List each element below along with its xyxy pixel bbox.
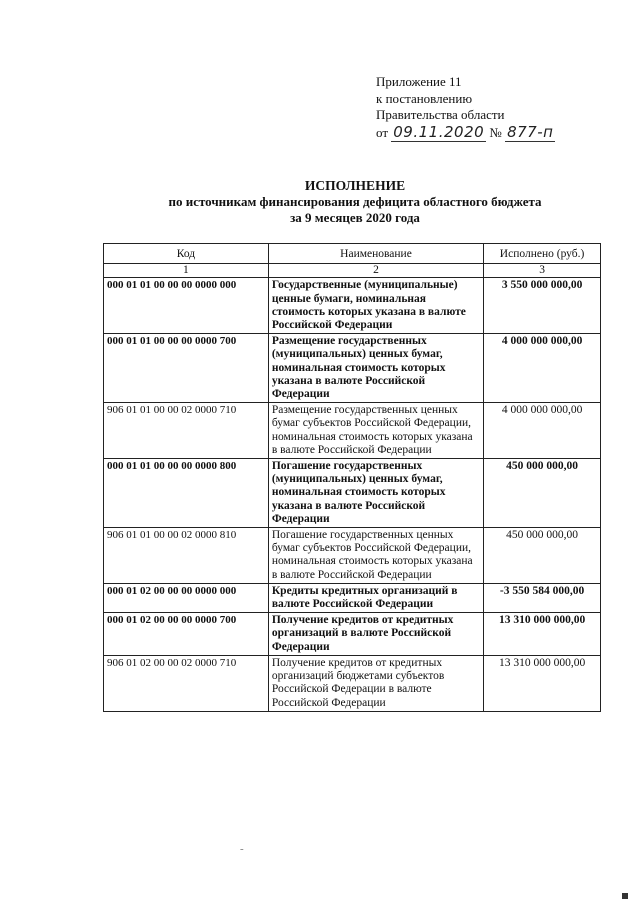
row-amount: 450 000 000,00 <box>484 528 601 584</box>
row-code: 906 01 02 00 00 02 0000 710 <box>104 655 269 711</box>
table-row <box>104 613 601 656</box>
execution-table <box>103 243 601 712</box>
table-row <box>104 334 601 403</box>
header-code: Код <box>104 244 269 264</box>
row-code: 000 01 02 00 00 00 0000 700 <box>104 613 269 656</box>
appendix-line-4 <box>376 124 555 142</box>
appendix-line-2: к постановлению <box>376 90 473 106</box>
row-name: Погашение государственных (муниципальных) ценных бумаг, номинальная стоимость которых указана в валюте Российской Федерации <box>268 459 483 528</box>
row-amount: 450 000 000,00 <box>484 459 601 528</box>
row-name: Государственные (муниципальные) ценные бумаги, номинальная стоимость которых указана в валюте Российской Федерации <box>268 278 483 334</box>
row-code: 000 01 02 00 00 00 0000 000 <box>104 583 269 612</box>
title-line-1: ИСПОЛНЕНИЕ <box>304 178 406 193</box>
header-amount: Исполнено (руб.) <box>484 244 601 264</box>
table-row <box>104 655 601 711</box>
row-code: 000 01 01 00 00 00 0000 800 <box>104 459 269 528</box>
row-code: 906 01 01 00 00 02 0000 810 <box>104 528 269 584</box>
row-name: Размещение государственных (муниципальных) ценных бумаг, номинальная стоимость которых указана в валюте Российской Федерации <box>268 334 483 403</box>
table-row <box>104 459 601 528</box>
handwritten-date: 09.11.2020 <box>393 122 485 141</box>
column-number-row <box>104 264 601 278</box>
row-code: 000 01 01 00 00 00 0000 000 <box>104 278 269 334</box>
from-prefix: от <box>376 124 389 140</box>
document-title <box>120 178 590 226</box>
table-row <box>104 403 601 459</box>
row-amount: 13 310 000 000,00 <box>484 613 601 656</box>
row-amount: 4 000 000 000,00 <box>484 403 601 459</box>
title-line-3: за 9 месяцев 2020 года <box>290 210 420 225</box>
row-amount: 3 550 000 000,00 <box>484 278 601 334</box>
row-name: Кредиты кредитных организаций в валюте Российской Федерации <box>268 583 483 612</box>
row-amount: 13 310 000 000,00 <box>484 655 601 711</box>
column-number-3: 3 <box>484 264 601 278</box>
table-row <box>104 278 601 334</box>
row-name: Погашение государственных ценных бумаг субъектов Российской Федерации, номинальная стоимость которых указана в валюте Российской Федерации <box>268 528 483 584</box>
table-row <box>104 583 601 612</box>
footer-dash: - <box>240 843 244 855</box>
header-name: Наименование <box>268 244 483 264</box>
title-line-2: по источникам финансирования дефицита областного бюджета <box>168 194 542 209</box>
scan-corner-mark <box>622 893 628 899</box>
appendix-block <box>376 74 555 141</box>
row-code: 906 01 01 00 00 02 0000 710 <box>104 403 269 459</box>
column-number-1: 1 <box>104 264 269 278</box>
appendix-line-3: Правительства области <box>376 107 505 122</box>
row-name: Размещение государственных ценных бумаг субъектов Российской Федерации, номинальная стоимость которых указана в валюте Российской Федерации <box>268 403 483 459</box>
column-number-2: 2 <box>268 264 483 278</box>
row-name: Получение кредитов от кредитных организаций бюджетами субъектов Российской Федерации в валюте Российской Федерации <box>268 655 483 711</box>
row-name: Получение кредитов от кредитных организаций в валюте Российской Федерации <box>268 613 483 656</box>
header-row <box>104 244 601 264</box>
row-amount: 4 000 000 000,00 <box>484 334 601 403</box>
number-sign: № <box>489 124 502 140</box>
table-row <box>104 528 601 584</box>
appendix-line-1: Приложение 11 <box>376 74 462 89</box>
handwritten-number: 877-п <box>507 122 554 141</box>
table-body <box>104 278 601 711</box>
row-code: 000 01 01 00 00 00 0000 700 <box>104 334 269 403</box>
row-amount: -3 550 584 000,00 <box>484 583 601 612</box>
